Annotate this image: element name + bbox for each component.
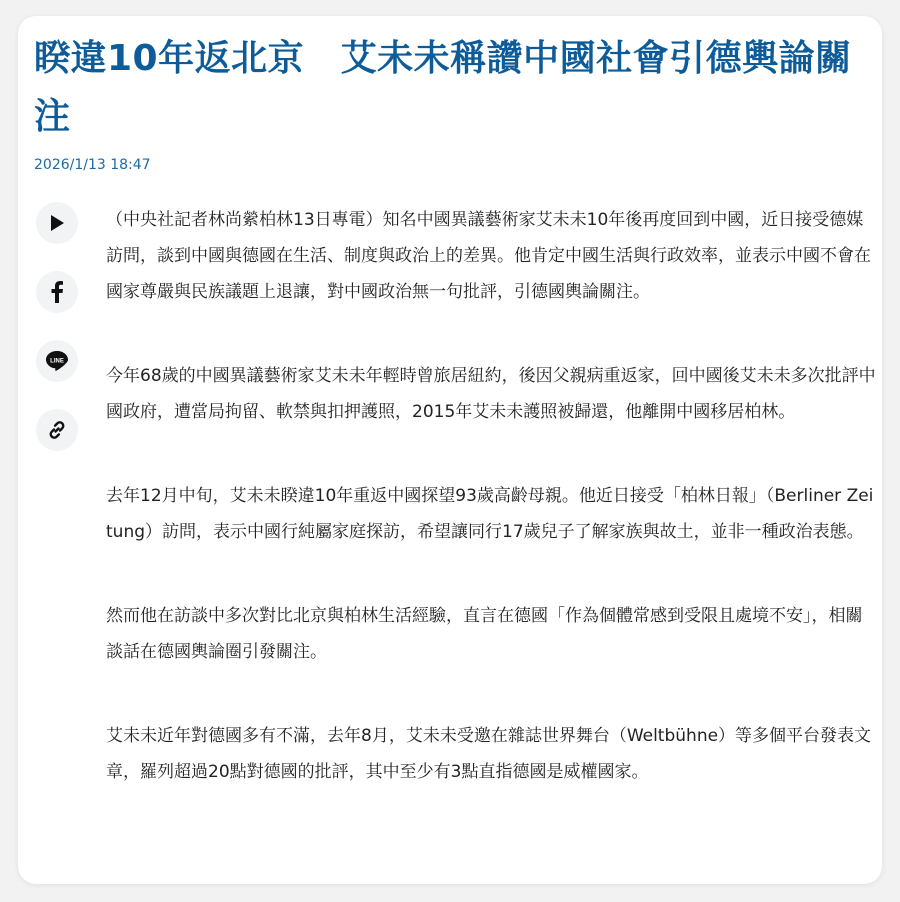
line-icon: [45, 350, 69, 372]
share-line-button[interactable]: [36, 340, 78, 382]
article-title: 睽違10年返北京 艾未未稱讚中國社會引德輿論關注: [34, 38, 852, 137]
share-facebook-button[interactable]: [36, 271, 78, 313]
share-toolbar: [36, 202, 80, 478]
article-paragraph: （中央社記者林尚縈柏林13日專電）知名中國異議藝術家艾未未10年後再度回到中國，近日接受德媒訪問，談到中國與德國在生活、制度與政治上的差異。他肯定中國生活與行政效率，並表示中國不會在國家尊嚴與民族議題上退讓，對中國政治無一句批評，引德國輿論關注。: [106, 210, 871, 302]
article-paragraph: 然而他在訪談中多次對比北京與柏林生活經驗，直言在德國「作為個體常感到受限且處境不安」，相關談話在德國輿論圈引發關注。: [106, 606, 863, 662]
article-paragraph: 艾未未近年對德國多有不滿，去年8月，艾未未受邀在雜誌世界舞台（Weltbühne）等多個平台發表文章，羅列超過20點對德國的批評，其中至少有3點直指德國是威權國家。: [106, 726, 872, 782]
svg-text:LINE: LINE: [50, 358, 64, 365]
link-icon: [47, 420, 67, 440]
play-icon: [49, 214, 65, 232]
facebook-icon: [50, 281, 64, 303]
article-body: [106, 202, 876, 838]
play-audio-button[interactable]: [36, 202, 78, 244]
copy-link-button[interactable]: [36, 409, 78, 451]
article-card: [18, 16, 882, 884]
article-paragraph: 今年68歲的中國異議藝術家艾未未年輕時曾旅居紐約，後因父親病重返家，回中國後艾未未多次批評中國政府，遭當局拘留、軟禁與扣押護照，2015年艾未未護照被歸還，他離開中國移居柏林。: [106, 366, 876, 422]
article-datetime: 2026/1/13 18:47: [34, 157, 151, 173]
article-paragraph: 去年12月中旬，艾未未睽違10年重返中國探望93歲高齡母親。他近日接受「柏林日報」（Berliner Zeitung）訪問，表示中國行純屬家庭探訪，希望讓同行17歲兒子了解家族與故土，並非一種政治表態。: [106, 486, 874, 542]
